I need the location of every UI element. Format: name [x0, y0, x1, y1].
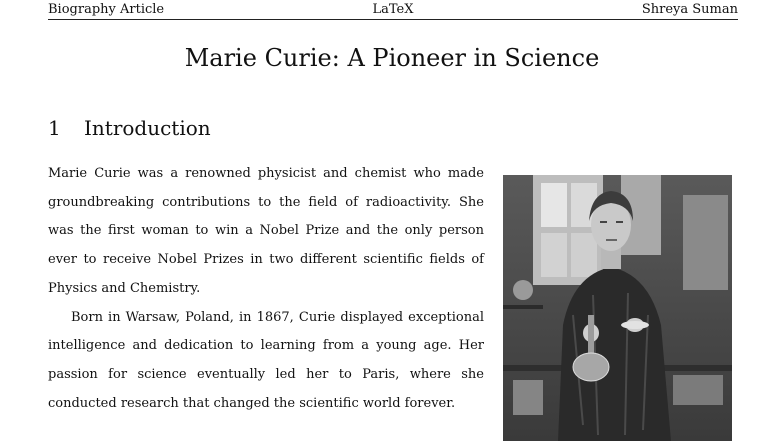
- header-left: Biography Article: [48, 2, 165, 17]
- article-title: Marie Curie: A Pioneer in Science: [184, 44, 600, 72]
- header-author: Shreya Suman: [641, 2, 738, 17]
- paragraph-2: Born in Warsaw, Poland, in 1867, Curie displayed exceptional intelligence and dedication to learning from a young age. Her passion for science eventually led her to Paris, where she conducted research that changed the scientific world forever.: [48, 309, 484, 411]
- portrait-image: [503, 175, 732, 441]
- section-heading: [48, 113, 211, 143]
- header-center-logo: LaTeX: [372, 2, 414, 17]
- paragraph-1: Marie Curie was a renowned physicist and chemist who made groundbreaking contributions to the field of radioactivity. She was the first woman to win a Nobel Prize and the only person ever to receive Nobel Prizes in two different scientific fields of Physics and Chemistry.: [48, 166, 484, 296]
- section-number: 1: [48, 116, 61, 140]
- running-header: [48, 0, 738, 20]
- portrait-photo: [503, 175, 732, 441]
- section-title: Introduction: [84, 116, 211, 140]
- section-body: [48, 160, 484, 418]
